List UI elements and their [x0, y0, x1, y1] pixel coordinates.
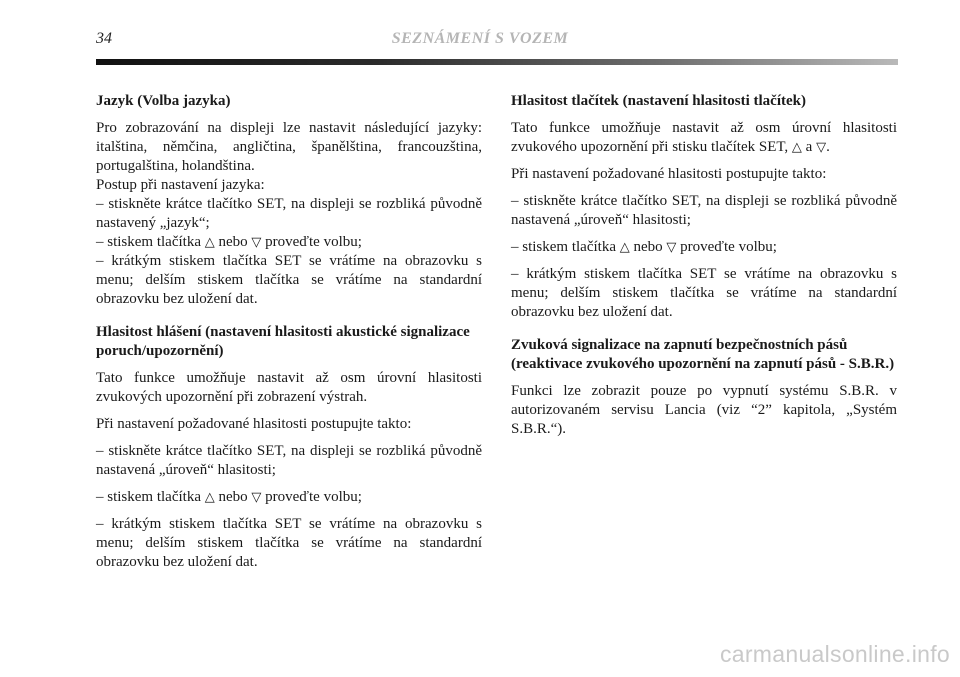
button-volume-step-text-a: – stiskem tlačítka — [511, 239, 616, 255]
up-triangle-icon: △ — [619, 240, 630, 255]
sbr-heading: Zvuková signalizace na zapnutí bezpečnostních pásů (reaktivace zvukového upozornění na zapnutí pásů - S.B.R.) — [511, 337, 895, 372]
button-volume-text-2: Při nastavení požadované hlasitosti postupujte takto: — [511, 166, 827, 182]
language-paragraph-1 — [96, 119, 482, 309]
language-step-select-text-a: – stiskem tlačítka — [96, 234, 201, 250]
button-volume-text-1c: . — [826, 139, 830, 155]
language-text-3: – stiskněte krátce tlačítko SET, na displeji se rozbliká původně nastavený „jazyk“; — [96, 196, 482, 231]
down-triangle-icon: ▽ — [666, 240, 677, 255]
language-section — [96, 92, 482, 309]
button-volume-text-1 — [511, 119, 897, 157]
language-text-2: Postup při nastavení jazyka: — [96, 177, 265, 193]
alarm-volume-text-3: – stiskněte krátce tlačítko SET, na displeji se rozbliká původně nastavená „úroveň“ hlasitosti; — [96, 443, 482, 478]
button-volume-heading: Hlasitost tlačítek (nastavení hlasitosti tlačítek) — [511, 93, 806, 109]
language-text-1: Pro zobrazování na displeji lze nastavit následující jazyky: italština, němčina, angličtina, španělština, francouzština, portugalština, holandština. — [96, 120, 482, 174]
watermark: carmanualsonline.info — [719, 641, 950, 667]
language-step-select-text-b: nebo — [218, 234, 248, 250]
right-column — [511, 92, 897, 453]
down-triangle-icon: ▽ — [251, 490, 262, 505]
button-volume-section — [511, 92, 897, 322]
button-volume-step-text-b: nebo — [633, 239, 663, 255]
alarm-volume-section — [96, 323, 482, 572]
down-triangle-icon: ▽ — [816, 140, 827, 155]
language-text-5: – krátkým stiskem tlačítka SET se vrátíme na obrazovku s menu; delším stiskem tlačítka se vrátíme na standardní obrazovku bez uložení dat. — [96, 253, 482, 307]
page-number: 34 — [96, 30, 112, 47]
alarm-volume-step-text-b: nebo — [218, 489, 248, 505]
button-volume-text-1b: a — [805, 139, 813, 155]
alarm-volume-step-text-a: – stiskem tlačítka — [96, 489, 201, 505]
button-volume-text-5: – krátkým stiskem tlačítka SET se vrátíme na obrazovku s menu; delším stiskem tlačítka se vrátíme na standardní obrazovku bez uložení dat. — [511, 266, 897, 320]
alarm-volume-step-select — [96, 488, 482, 507]
alarm-volume-text-2: Při nastavení požadované hlasitosti postupujte takto: — [96, 416, 412, 432]
button-volume-step-select — [511, 238, 897, 257]
down-triangle-icon: ▽ — [251, 235, 262, 250]
sbr-text-1: Funkci lze zobrazit pouze po vypnutí systému S.B.R. v autorizovaném servisu Lancia (viz “2” kapitola, „Systém S.B.R.“). — [511, 383, 897, 437]
button-volume-text-1a: Tato funkce umožňuje nastavit až osm úrovní hlasitosti zvukového upozornění při stisku tlačítek SET, — [511, 120, 897, 155]
up-triangle-icon: △ — [204, 490, 215, 505]
button-volume-step-text-c: proveďte volbu; — [680, 239, 777, 255]
sbr-section — [511, 336, 897, 439]
up-triangle-icon: △ — [791, 140, 802, 155]
alarm-volume-text-1: Tato funkce umožňuje nastavit až osm úrovní hlasitosti zvukových upozornění při zobrazení výstrah. — [96, 370, 482, 405]
button-volume-text-3: – stiskněte krátce tlačítko SET, na displeji se rozbliká původně nastavená „úroveň“ hlasitosti; — [511, 193, 897, 228]
up-triangle-icon: △ — [204, 235, 215, 250]
left-column — [96, 92, 482, 586]
language-step-select — [96, 233, 482, 252]
language-heading: Jazyk (Volba jazyka) — [96, 93, 231, 109]
header-bar — [96, 59, 898, 65]
language-step-select-text-c: proveďte volbu; — [265, 234, 362, 250]
section-title: SEZNÁMENÍ S VOZEM — [391, 30, 569, 47]
alarm-volume-text-5: – krátkým stiskem tlačítka SET se vrátíme na obrazovku s menu; delším stiskem tlačítka se vrátíme na standardní obrazovku bez uložení dat. — [96, 516, 482, 570]
alarm-volume-step-text-c: proveďte volbu; — [265, 489, 362, 505]
alarm-volume-heading: Hlasitost hlášení (nastavení hlasitosti akustické signalizace poruch/upozornění) — [96, 324, 470, 359]
